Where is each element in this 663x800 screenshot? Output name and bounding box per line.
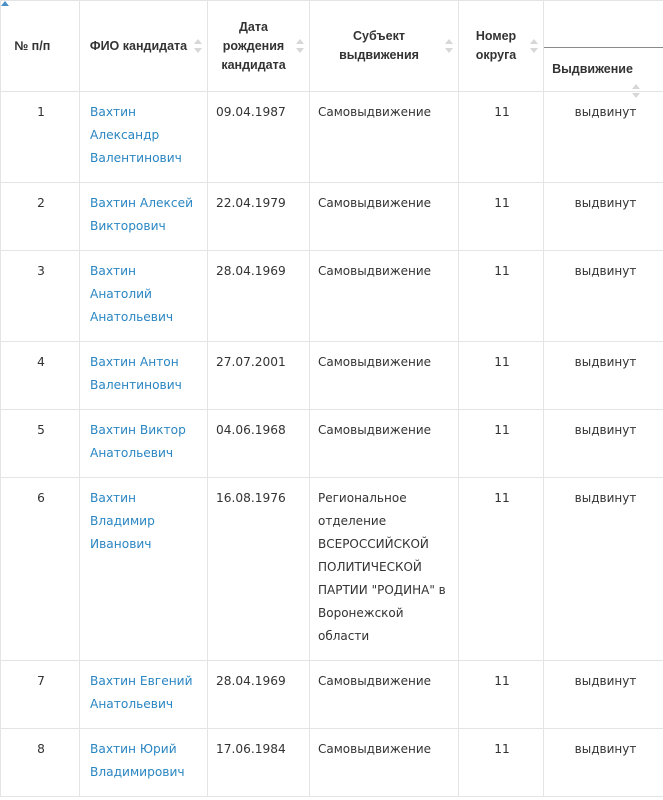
nomination-status: выдвинут [544, 410, 663, 478]
nomination-status: выдвинут [544, 183, 663, 251]
candidate-name-link[interactable]: Вахтин Юрий Владимирович [90, 742, 185, 779]
column-header-number-label: № п/п [14, 38, 51, 53]
sort-arrows-icon[interactable] [445, 39, 453, 53]
candidate-name-link[interactable]: Вахтин Владимир Иванович [90, 491, 155, 551]
row-number: 8 [1, 729, 80, 797]
nomination-subject: Самовыдвижение [310, 92, 459, 183]
nomination-subject: Самовыдвижение [310, 729, 459, 797]
column-header-subject-label: Субъект выдвижения [339, 29, 419, 62]
candidate-name-link[interactable]: Вахтин Александр Валентинович [90, 105, 182, 165]
column-header-subject[interactable] [310, 1, 459, 92]
nomination-status: выдвинут [544, 92, 663, 183]
candidate-name-link[interactable]: Вахтин Евгений Анатольевич [90, 674, 193, 711]
row-number: 3 [1, 251, 80, 342]
birth-date: 28.04.1969 [208, 661, 310, 729]
column-header-number[interactable] [1, 1, 80, 92]
column-header-district[interactable] [459, 1, 544, 92]
table-row [1, 251, 663, 342]
nomination-status: выдвинут [544, 478, 663, 661]
table-row [1, 92, 663, 183]
nomination-subject: Самовыдвижение [310, 410, 459, 478]
nomination-status: выдвинут [544, 251, 663, 342]
district-number: 11 [459, 342, 544, 410]
sort-arrows-icon[interactable] [632, 84, 640, 98]
row-number: 2 [1, 183, 80, 251]
row-number: 6 [1, 478, 80, 661]
row-number: 1 [1, 92, 80, 183]
birth-date: 17.06.1984 [208, 729, 310, 797]
table-row [1, 729, 663, 797]
table-row [1, 410, 663, 478]
nomination-subject: Региональное отделение ВСЕРОССИЙСКОЙ ПОЛИТИЧЕСКОЙ ПАРТИИ "РОДИНА" в Воронежской области [310, 478, 459, 661]
nomination-subject: Самовыдвижение [310, 251, 459, 342]
column-header-birthdate-label: Дата рождения кандидата [221, 19, 286, 72]
birth-date: 09.04.1987 [208, 92, 310, 183]
sort-arrows-icon[interactable] [530, 39, 538, 53]
row-number: 5 [1, 410, 80, 478]
candidate-name-link[interactable]: Вахтин Анатолий Анатольевич [90, 264, 174, 324]
sort-arrows-icon[interactable] [194, 39, 202, 53]
nomination-status: выдвинут [544, 661, 663, 729]
header-group-divider [544, 1, 663, 48]
row-number: 4 [1, 342, 80, 410]
column-header-nomination-label: Выдвижение [552, 62, 633, 76]
birth-date: 28.04.1969 [208, 251, 310, 342]
birth-date: 16.08.1976 [208, 478, 310, 661]
nomination-subject: Самовыдвижение [310, 661, 459, 729]
birth-date: 04.06.1968 [208, 410, 310, 478]
nomination-subject: Самовыдвижение [310, 183, 459, 251]
candidate-name-link[interactable]: Вахтин Виктор Анатольевич [90, 423, 186, 460]
table-row [1, 183, 663, 251]
candidate-name-link[interactable]: Вахтин Антон Валентинович [90, 355, 182, 392]
birth-date: 27.07.2001 [208, 342, 310, 410]
candidate-name-link[interactable]: Вахтин Алексей Викторович [90, 196, 194, 233]
table-row [1, 342, 663, 410]
table-header-row [1, 1, 663, 92]
sort-arrows-icon[interactable] [296, 39, 304, 53]
district-number: 11 [459, 410, 544, 478]
column-header-nomination[interactable] [544, 1, 663, 92]
district-number: 11 [459, 92, 544, 183]
nomination-status: выдвинут [544, 729, 663, 797]
nomination-subject: Самовыдвижение [310, 342, 459, 410]
district-number: 11 [459, 183, 544, 251]
district-number: 11 [459, 251, 544, 342]
sort-ascending-icon[interactable] [58, 39, 66, 53]
column-header-district-label: Номер округа [475, 29, 517, 62]
row-number: 7 [1, 661, 80, 729]
table-row [1, 661, 663, 729]
column-header-birthdate[interactable] [208, 1, 310, 92]
district-number: 11 [459, 729, 544, 797]
district-number: 11 [459, 661, 544, 729]
district-number: 11 [459, 478, 544, 661]
column-header-fio-label: ФИО кандидата [89, 38, 188, 53]
birth-date: 22.04.1979 [208, 183, 310, 251]
table-row [1, 478, 663, 661]
column-header-fio[interactable] [80, 1, 208, 92]
nomination-status: выдвинут [544, 342, 663, 410]
